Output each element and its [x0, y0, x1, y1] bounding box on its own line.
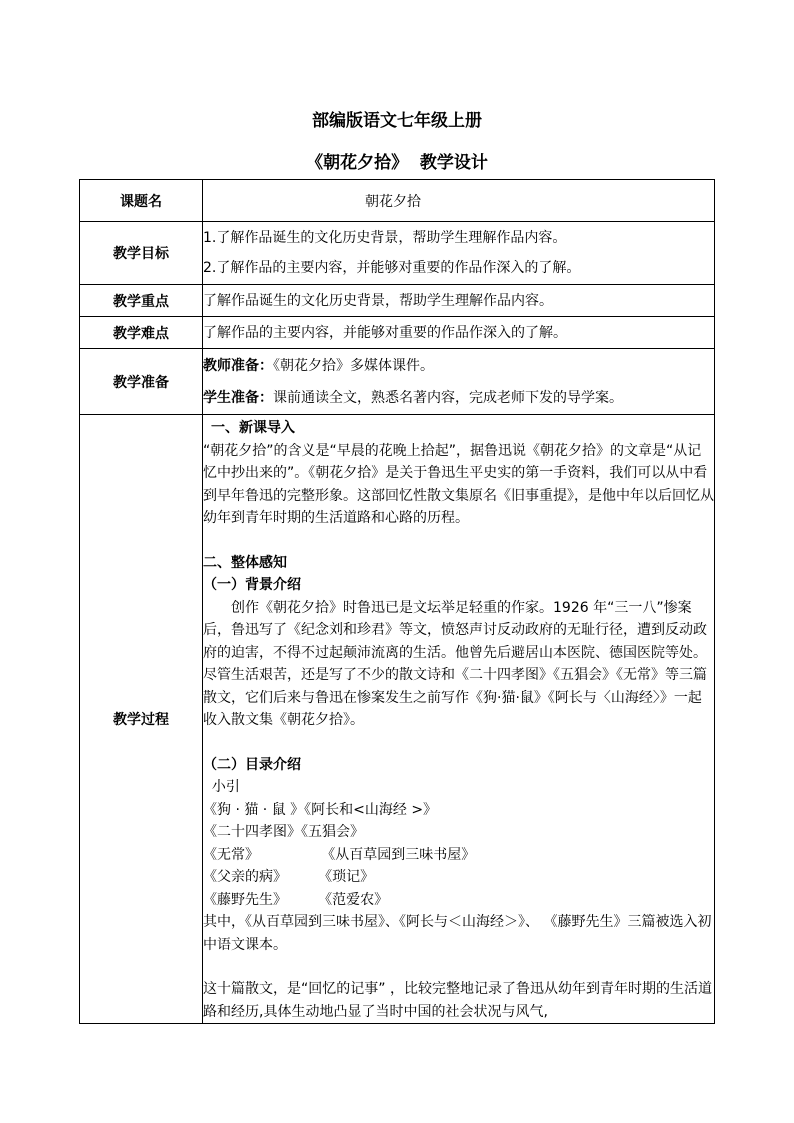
- toc-item: 小引: [203, 779, 240, 795]
- student-prep-label: 学生准备：: [203, 389, 273, 406]
- goals-cell: [203, 222, 715, 285]
- topic-label: 课题名: [80, 180, 203, 222]
- section-background-heading: （一）背景介绍: [203, 577, 301, 593]
- difficulty-value: 了解作品的主要内容，并能够对重要的作品作深入的了解。: [203, 317, 715, 349]
- toc-item: 《狗 · 猫 · 鼠 》《阿长和<山海经 >》: [203, 801, 438, 818]
- focus-value: 了解作品诞生的文化历史背景，帮助学生理解作品内容。: [203, 285, 715, 317]
- lesson-plan-table: [79, 179, 715, 1024]
- teacher-prep-value: 《朝花夕拾》多媒体课件。: [273, 357, 434, 374]
- row-prep: [80, 349, 715, 415]
- document-title: 部编版语文七年级上册: [312, 111, 482, 131]
- focus-label: 教学重点: [80, 285, 203, 317]
- teacher-prep: [203, 350, 714, 382]
- section-overview-heading: 二、整体感知: [203, 554, 287, 571]
- prep-cell: [203, 349, 715, 415]
- student-prep: [203, 382, 714, 414]
- section-new-lesson-paragraph: “朝花夕拾”的含义是“早晨的花晚上拾起”，据鲁迅说《朝花夕拾》的文章是“从记忆中抄出来的”。《朝花夕拾》是关于鲁迅生平史实的第一手资料，我们可以从中看到早年鲁迅的完整形象。这部回忆性散文集原名《旧事重提》，是他中年以后回忆从幼年到青年时期的生活道路和心路的历程。: [203, 442, 714, 526]
- section-toc-heading: （二）目录介绍: [203, 756, 301, 773]
- student-prep-value: 课前通读全文，熟悉名著内容，完成老师下发的导学案。: [273, 389, 623, 406]
- goals-label: 教学目标: [80, 222, 203, 285]
- goal-item: 2.了解作品的主要内容，并能够对重要的作品作深入的了解。: [203, 260, 581, 276]
- difficulty-label: 教学难点: [80, 317, 203, 349]
- row-goals: [80, 222, 715, 285]
- teacher-prep-label: 教师准备：: [203, 357, 273, 374]
- row-focus: [80, 285, 715, 317]
- section-background-paragraph: 创作《朝花夕拾》时鲁迅已是文坛举足轻重的作家。1926 年“三一八”惨案后，鲁迅写了《纪念刘和珍君》等文，愤怒声讨反动政府的无耻行径，遭到反动政府的迫害，不得不过起颠沛流离的生活。他曾先后避居山本医院、德国医院等处。尽管生活艰苦，还是写了不少的散文诗和《二十四孝图》《五猖会》《无常》等三篇散文，它们后来与鲁迅在惨案发生之前写作《狗·猫·鼠》《阿长与〈山海经〉》一起收入散文集《朝花夕拾》。: [203, 599, 707, 728]
- goal-item: 1.了解作品诞生的文化历史背景，帮助学生理解作品内容。: [203, 230, 567, 246]
- document-subtitle: 《朝花夕拾》 教学设计: [306, 153, 488, 173]
- section-new-lesson-heading: 一、新课导入: [211, 420, 295, 436]
- row-process: [80, 415, 715, 1024]
- toc-note: 其中，《从百草园到三味书屋》、《阿长与＜山海经＞》、 《藤野先生》三篇被选入初中语文课本。: [203, 914, 712, 953]
- toc-item: 《藤野先生》 《范爱农》: [203, 891, 389, 908]
- prep-label: 教学准备: [80, 349, 203, 415]
- row-difficulty: [80, 317, 715, 349]
- toc-item: 《无常》 《从百草园到三味书屋》: [203, 846, 476, 863]
- topic-value: 朝花夕拾: [203, 180, 715, 222]
- process-cell: [203, 415, 715, 1024]
- process-label: 教学过程: [80, 415, 203, 1024]
- toc-item: 《父亲的病》 《琐记》: [203, 869, 375, 885]
- row-topic: [80, 180, 715, 222]
- process-body: [203, 415, 714, 1022]
- toc-item: 《二十四孝图》《五猖会》: [203, 824, 364, 840]
- closing-paragraph: 这十篇散文，是“回忆的记事” ，比较完整地记录了鲁迅从幼年到青年时期的生活道路和经历,具体生动地凸显了当时中国的社会状况与风气,: [203, 981, 712, 1020]
